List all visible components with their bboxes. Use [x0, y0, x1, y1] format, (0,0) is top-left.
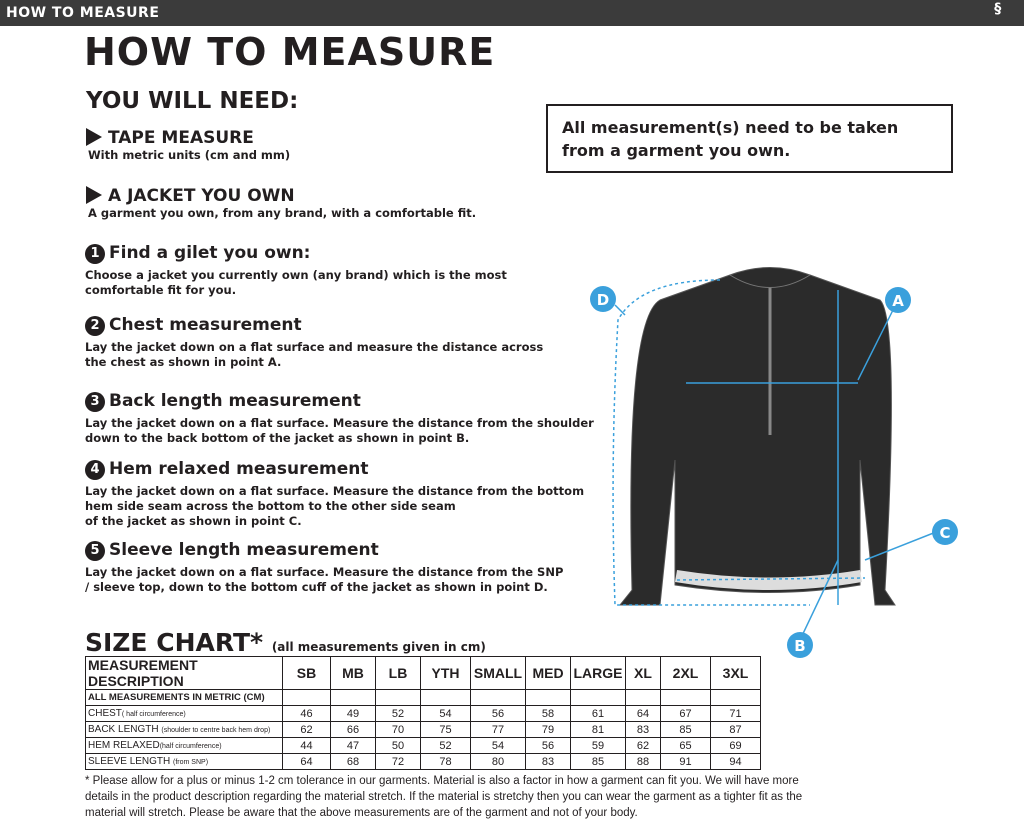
step-title: Find a gilet you own:: [109, 243, 311, 263]
step-text: hem side seam across the bottom to the other side seam: [85, 499, 456, 513]
size-chart-title: [85, 628, 486, 657]
table-cell: 64: [283, 754, 331, 770]
table-cell: 54: [471, 738, 526, 754]
marker-d-label: D: [596, 291, 610, 309]
marker-a-label: A: [892, 292, 904, 310]
column-header: LB: [376, 657, 421, 690]
step-title: Back length measurement: [109, 391, 361, 411]
table-cell: 62: [626, 738, 661, 754]
table-cell: 94: [711, 754, 761, 770]
table-cell: 52: [376, 706, 421, 722]
table-cell: 83: [526, 754, 571, 770]
column-header: MED: [526, 657, 571, 690]
step-text: down to the back bottom of the jacket as shown in point B.: [85, 431, 470, 445]
table-cell: 62: [283, 722, 331, 738]
note-box: All measurement(s) need to be taken from a garment you own.: [546, 104, 953, 173]
row-label: CHEST( half circumference): [86, 706, 283, 722]
column-header: 3XL: [711, 657, 761, 690]
metric-note: ALL MEASUREMENTS IN METRIC (CM): [86, 690, 283, 706]
table-cell: 47: [331, 738, 376, 754]
need-text: With metric units (cm and mm): [88, 148, 291, 162]
step-text: Lay the jacket down on a flat surface. Measure the distance from the bottom: [85, 484, 585, 498]
table-row: [86, 754, 761, 770]
column-header: SMALL: [471, 657, 526, 690]
step-title: Sleeve length measurement: [109, 540, 379, 560]
table-cell: 70: [376, 722, 421, 738]
table-cell: 79: [526, 722, 571, 738]
step-number-icon: 5: [85, 541, 105, 561]
table-cell: 77: [471, 722, 526, 738]
play-arrow-icon: [86, 128, 102, 146]
table-cell: 71: [711, 706, 761, 722]
table-cell: 58: [526, 706, 571, 722]
table-row: [86, 706, 761, 722]
table-cell: 49: [331, 706, 376, 722]
step-text: the chest as shown in point A.: [85, 355, 282, 369]
page-title: HOW TO MEASURE: [84, 30, 496, 74]
table-row: [86, 690, 761, 706]
table-cell: 78: [421, 754, 471, 770]
need-jacket: [86, 186, 476, 221]
table-cell: 72: [376, 754, 421, 770]
table-cell: 87: [711, 722, 761, 738]
table-cell: 61: [571, 706, 626, 722]
table-cell: 52: [421, 738, 471, 754]
need-text: A garment you own, from any brand, with a comfortable fit.: [88, 206, 477, 220]
column-header: XL: [626, 657, 661, 690]
table-cell: 66: [331, 722, 376, 738]
table-cell: 54: [421, 706, 471, 722]
marker-b-label: B: [794, 637, 806, 655]
step-text: of the jacket as shown in point C.: [85, 514, 302, 528]
table-cell: 59: [571, 738, 626, 754]
table-cell: 44: [283, 738, 331, 754]
step-text: / sleeve top, down to the bottom cuff of the jacket as shown in point D.: [85, 580, 548, 594]
step-text: Lay the jacket down on a flat surface. Measure the distance from the shoulder: [85, 416, 594, 430]
step-text: Choose a jacket you currently own (any brand) which is the most: [85, 268, 507, 282]
table-cell: 83: [626, 722, 661, 738]
jacket-diagram: [580, 260, 980, 660]
step-title: Hem relaxed measurement: [109, 459, 369, 479]
table-cell: 69: [711, 738, 761, 754]
step-3: [85, 391, 594, 446]
table-cell: 68: [331, 754, 376, 770]
table-cell: 65: [661, 738, 711, 754]
jacket-illustration: [620, 268, 895, 606]
header-title: HOW TO MEASURE: [6, 5, 160, 21]
table-cell: 75: [421, 722, 471, 738]
table-cell: 85: [661, 722, 711, 738]
you-will-need-heading: YOU WILL NEED:: [86, 88, 299, 114]
step-text: comfortable fit for you.: [85, 283, 237, 297]
step-2: [85, 315, 543, 370]
column-header: SB: [283, 657, 331, 690]
size-chart-table: [85, 656, 761, 770]
table-row: [86, 722, 761, 738]
table-cell: 50: [376, 738, 421, 754]
need-tape: [86, 128, 290, 163]
table-cell: 81: [571, 722, 626, 738]
footnote: * Please allow for a plus or minus 1-2 cm tolerance in our garments. Material is also a factor in how a garment can fit you. We will have more details in the product description regarding the material stretch. If the material is stretchy then you can wear the garment as a tighter fit as the material will stretch. Please be aware that the above measurements are of the garment and not of your body.: [85, 775, 803, 819]
column-header: YTH: [421, 657, 471, 690]
table-cell: 67: [661, 706, 711, 722]
table-row: [86, 738, 761, 754]
brand-logo: § SURRIDGE: [981, 1, 1015, 32]
table-cell: 91: [661, 754, 711, 770]
column-header: MEASUREMENT DESCRIPTION: [86, 657, 283, 690]
table-cell: 80: [471, 754, 526, 770]
step-number-icon: 4: [85, 460, 105, 480]
need-title: TAPE MEASURE: [108, 128, 254, 148]
step-1: [85, 243, 507, 298]
marker-c-label: C: [939, 524, 951, 542]
step-title: Chest measurement: [109, 315, 302, 335]
step-number-icon: 3: [85, 392, 105, 412]
row-label: BACK LENGTH (shoulder to centre back hem drop): [86, 722, 283, 738]
play-arrow-icon: [86, 186, 102, 204]
table-cell: 56: [526, 738, 571, 754]
row-label: HEM RELAXED(half circumference): [86, 738, 283, 754]
table-cell: 56: [471, 706, 526, 722]
step-text: Lay the jacket down on a flat surface and measure the distance across: [85, 340, 544, 354]
row-label: SLEEVE LENGTH (from SNP): [86, 754, 283, 770]
column-header: 2XL: [661, 657, 711, 690]
step-number-icon: 2: [85, 316, 105, 336]
step-number-icon: 1: [85, 244, 105, 264]
size-chart-subtitle: (all measurements given in cm): [271, 640, 486, 654]
column-header: LARGE: [571, 657, 626, 690]
step-text: Lay the jacket down on a flat surface. Measure the distance from the SNP: [85, 565, 564, 579]
column-header: MB: [331, 657, 376, 690]
table-cell: 64: [626, 706, 661, 722]
step-5: [85, 540, 563, 595]
table-cell: 85: [571, 754, 626, 770]
table-cell: 88: [626, 754, 661, 770]
top-bar: [0, 0, 1024, 32]
size-chart-heading: SIZE CHART*: [85, 628, 264, 657]
need-title: A JACKET YOU OWN: [108, 186, 295, 206]
step-4: [85, 459, 584, 529]
table-cell: 46: [283, 706, 331, 722]
table-header-row: [86, 657, 761, 690]
